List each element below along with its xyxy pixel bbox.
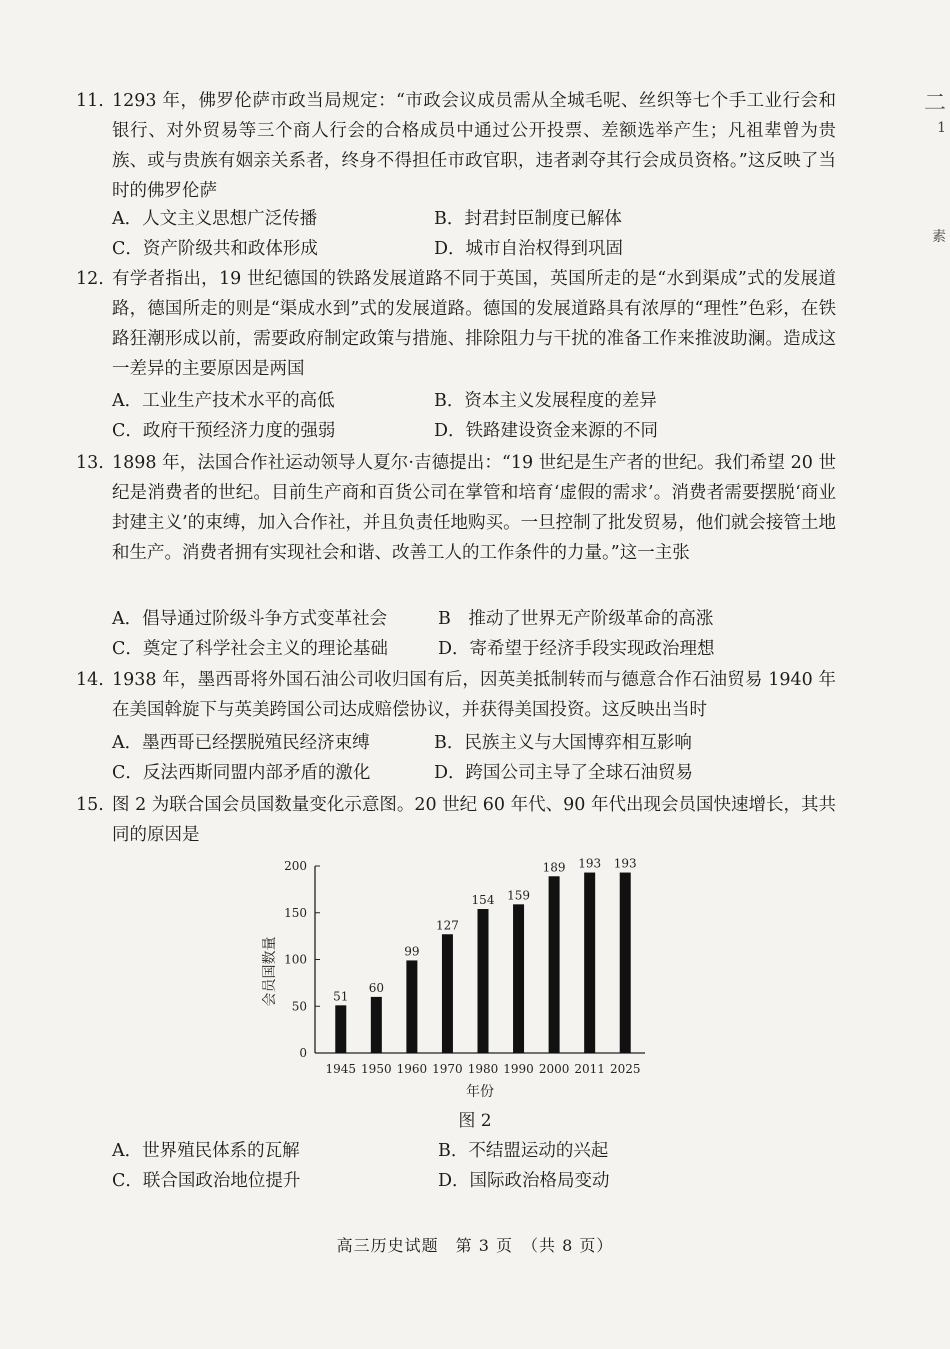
data-label: 189 <box>542 860 566 875</box>
question-number: 15. <box>76 795 104 815</box>
bar <box>620 873 631 1053</box>
data-label: 60 <box>368 980 384 995</box>
x-tick-label: 1970 <box>432 1062 463 1076</box>
member-states-bar-chart <box>240 850 660 1105</box>
option-b[interactable]: B．资本主义发展程度的差异 <box>434 391 657 411</box>
question-11 <box>76 86 836 206</box>
y-axis-label: 会员国数量 <box>262 936 278 1007</box>
question-stem: 1898 年，法国合作社运动领导人夏尔·吉德提出：“19 世纪是生产者的世纪。我们希望 20 世纪是消费者的世纪。目前生产商和百货公司在掌管和培育‘虚假的需求’。消费者需要摆脱‘商业封建主义’的束缚，加入合作社，并且负责任地购买。一旦控制了批发贸易，他们就会接管土地和生产。消费者拥有实现社会和谐、改善工人的工作条件的力量。”这一主张 <box>112 453 836 563</box>
option-b[interactable]: B．民族主义与大国博弈相互影响 <box>434 733 692 753</box>
option-b[interactable]: B．不结盟运动的兴起 <box>438 1141 609 1161</box>
data-label: 159 <box>507 888 531 903</box>
question-number: 11. <box>76 91 104 111</box>
option-c[interactable]: C．联合国政治地位提升 <box>112 1171 301 1191</box>
bar <box>478 909 489 1053</box>
question-12 <box>76 264 836 384</box>
option-c[interactable]: C．奠定了科学社会主义的理论基础 <box>112 639 388 659</box>
question-11-options <box>112 204 832 264</box>
bar <box>406 960 417 1053</box>
question-15 <box>76 790 836 850</box>
option-a[interactable]: A．倡导通过阶级斗争方式变革社会 <box>112 609 388 629</box>
bar <box>371 997 382 1053</box>
question-12-options <box>112 386 832 446</box>
data-label: 193 <box>578 856 602 871</box>
option-c[interactable]: C．反法西斯同盟内部矛盾的激化 <box>112 763 371 783</box>
question-number: 12. <box>76 269 104 289</box>
y-tick-label: 100 <box>284 952 307 967</box>
option-a[interactable]: A．世界殖民体系的瓦解 <box>112 1141 300 1161</box>
x-tick-label: 1960 <box>396 1062 428 1076</box>
data-label: 51 <box>333 989 349 1004</box>
option-c[interactable]: C．政府干预经济力度的强弱 <box>112 421 336 441</box>
edge-fragment: 二 <box>923 91 946 116</box>
x-tick-label: 2025 <box>609 1062 641 1076</box>
question-14-options <box>112 728 832 788</box>
bar <box>442 934 453 1053</box>
page-footer: 高三历史试题 第 3 页 （共 8 页） <box>336 1236 614 1255</box>
y-tick-label: 0 <box>299 1046 307 1060</box>
data-label: 127 <box>435 918 459 933</box>
bar <box>513 904 524 1053</box>
data-label: 193 <box>613 856 637 871</box>
option-d[interactable]: D．寄希望于经济手段实现政治理想 <box>438 639 715 659</box>
x-axis-label: 年份 <box>466 1084 494 1100</box>
question-13-options <box>112 604 832 664</box>
edge-fragment: 素 <box>932 229 946 245</box>
question-stem: 有学者指出，19 世纪德国的铁路发展道路不同于英国，英国所走的是“水到渠成”式的发展道路，德国所走的则是“渠成水到”式的发展道路。德国的发展道路具有浓厚的“理性”色彩，在铁路狂潮形成以前，需要政府制定政策与措施、排除阻力与干扰的准备工作来推波助澜。造成这一差异的主要原因是两国 <box>112 269 836 379</box>
figure-caption: 图 2 <box>458 1111 492 1131</box>
x-tick-label: 1950 <box>361 1062 392 1076</box>
question-14 <box>76 665 836 725</box>
option-d[interactable]: D．跨国公司主导了全球石油贸易 <box>434 763 694 783</box>
x-tick-label: 2000 <box>538 1062 570 1076</box>
x-tick-label: 2011 <box>574 1062 605 1076</box>
question-stem: 1293 年，佛罗伦萨市政当局规定：“市政会议成员需从全城毛呢、丝织等七个手工业行会和银行、对外贸易等三个商人行会的合格成员中通过公开投票、差额选举产生；凡祖辈曾为贵族、或与贵族有姻亲关系者，终身不得担任市政官职，违者剥夺其行会成员资格。”这反映了当时的佛罗伦萨 <box>112 91 836 201</box>
option-a[interactable]: A．墨西哥已经摆脱殖民经济束缚 <box>112 733 370 753</box>
question-stem: 1938 年，墨西哥将外国石油公司收归国有后，因英美抵制转而与德意合作石油贸易 1940 年在美国斡旋下与英美跨国公司达成赔偿协议，并获得美国投资。这反映出当时 <box>112 670 836 720</box>
x-tick-label: 1945 <box>325 1062 357 1076</box>
x-tick-label: 1980 <box>467 1062 499 1076</box>
data-label: 154 <box>471 893 495 908</box>
bar <box>584 873 595 1053</box>
option-d[interactable]: D．城市自治权得到巩固 <box>434 239 624 259</box>
x-tick-label: 1990 <box>503 1062 534 1076</box>
bar <box>335 1005 346 1053</box>
question-13 <box>76 448 836 568</box>
option-d[interactable]: D．铁路建设资金来源的不同 <box>434 421 659 441</box>
question-15-options <box>112 1136 832 1196</box>
option-b[interactable]: B．封君封臣制度已解体 <box>434 209 622 229</box>
option-d[interactable]: D．国际政治格局变动 <box>438 1171 610 1191</box>
option-a[interactable]: A．人文主义思想广泛传播 <box>112 209 318 229</box>
y-tick-label: 50 <box>291 999 307 1014</box>
option-c[interactable]: C．资产阶级共和政体形成 <box>112 239 318 259</box>
question-stem: 图 2 为联合国会员国数量变化示意图。20 世纪 60 年代、90 年代出现会员国快速增长，其共同的原因是 <box>112 795 836 845</box>
y-tick-label: 150 <box>284 905 307 920</box>
option-a[interactable]: A．工业生产技术水平的高低 <box>112 391 335 411</box>
y-tick-label: 200 <box>284 859 307 873</box>
edge-fragment: 1 <box>937 120 946 136</box>
bar <box>549 876 560 1053</box>
question-number: 14. <box>76 670 104 690</box>
question-number: 13. <box>76 453 104 473</box>
data-label: 99 <box>404 944 420 959</box>
option-b[interactable]: B 推动了世界无产阶级革命的高涨 <box>438 609 714 629</box>
